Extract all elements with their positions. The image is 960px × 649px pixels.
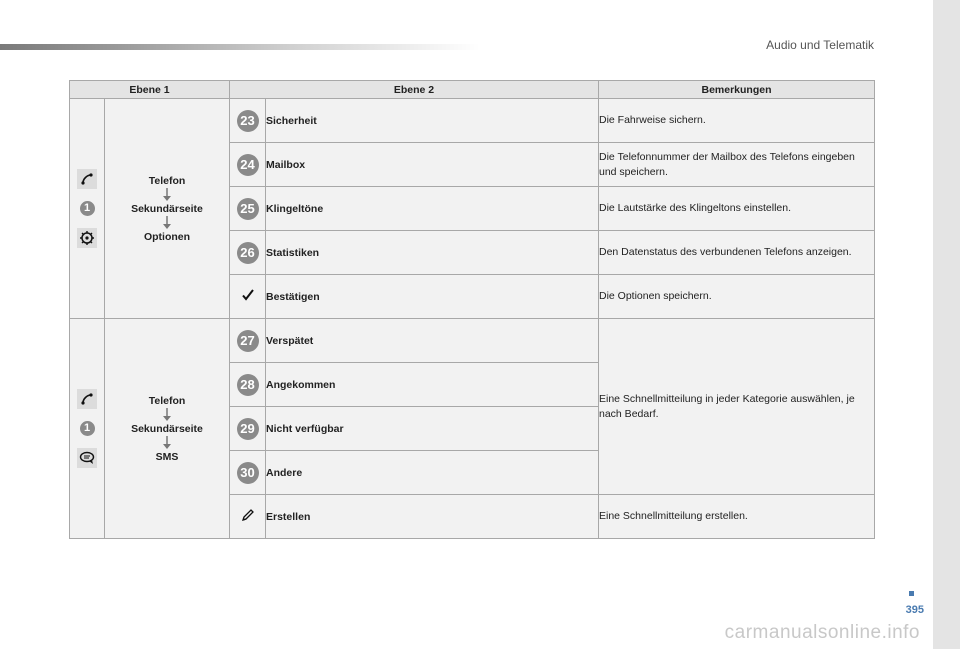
header-remarks: Bemerkungen	[599, 81, 875, 99]
item-remark: Die Fahrweise sichern.	[599, 99, 875, 143]
item-label: Sicherheit	[266, 99, 599, 143]
arrow-down-icon	[161, 188, 173, 202]
phone-icon	[77, 389, 97, 409]
header-gradient-bar	[0, 44, 480, 50]
check-icon	[241, 288, 255, 302]
badge-1: 1	[80, 201, 95, 216]
watermark: carmanualsonline.info	[724, 622, 920, 643]
level1-icons-sms	[70, 319, 105, 539]
nav-step-2: Sekundärseite	[131, 202, 203, 215]
item-label: Nicht verfügbar	[266, 407, 599, 451]
arrow-down-icon	[161, 408, 173, 422]
item-label: Angekommen	[266, 363, 599, 407]
header-level-2: Ebene 2	[230, 81, 599, 99]
section-title: Audio und Telematik	[766, 38, 874, 52]
nav-step-1: Telefon	[148, 394, 186, 407]
item-number-badge: 28	[237, 374, 259, 396]
nav-step-2: Sekundärseite	[131, 422, 203, 435]
arrow-down-icon	[161, 216, 173, 230]
item-label: Bestätigen	[266, 275, 599, 319]
table-row	[70, 319, 875, 363]
level1-nav-options	[105, 99, 230, 319]
item-label: Statistiken	[266, 231, 599, 275]
table-header-row	[70, 81, 875, 99]
settings-icon	[77, 228, 97, 248]
table-row	[70, 99, 875, 143]
item-number-badge: 26	[237, 242, 259, 264]
item-remark: Den Datenstatus des verbundenen Telefons anzeigen.	[599, 231, 875, 275]
nav-step-3: SMS	[155, 450, 179, 463]
phone-icon	[77, 169, 97, 189]
item-remark: Die Telefonnummer der Mailbox des Telefons eingeben und speichern.	[599, 143, 875, 187]
sms-icon	[77, 448, 97, 468]
item-number-badge: 30	[237, 462, 259, 484]
header-level-1: Ebene 1	[70, 81, 230, 99]
item-remark: Die Lautstärke des Klingeltons einstellen.	[599, 187, 875, 231]
item-number-badge: 29	[237, 418, 259, 440]
item-label: Verspätet	[266, 319, 599, 363]
page-number: 395	[905, 604, 924, 616]
shared-remark: Eine Schnellmitteilung in jeder Kategorie auswählen, je nach Bedarf.	[599, 319, 875, 495]
item-label: Erstellen	[266, 495, 599, 539]
item-number-badge: 23	[237, 110, 259, 132]
level1-nav-sms	[105, 319, 230, 539]
item-number-badge: 24	[237, 154, 259, 176]
item-remark: Eine Schnellmitteilung erstellen.	[599, 495, 875, 539]
arrow-down-icon	[161, 436, 173, 450]
page-sidebar-strip	[933, 0, 960, 649]
item-number-badge: 25	[237, 198, 259, 220]
item-label: Mailbox	[266, 143, 599, 187]
nav-step-1: Telefon	[148, 174, 186, 187]
page-marker	[909, 591, 914, 596]
menu-table	[69, 80, 875, 539]
pencil-icon	[240, 507, 256, 523]
nav-step-3: Optionen	[143, 230, 191, 243]
item-label: Andere	[266, 451, 599, 495]
item-label: Klingeltöne	[266, 187, 599, 231]
item-remark: Die Optionen speichern.	[599, 275, 875, 319]
level1-icons-options	[70, 99, 105, 319]
badge-1: 1	[80, 421, 95, 436]
item-number-badge: 27	[237, 330, 259, 352]
